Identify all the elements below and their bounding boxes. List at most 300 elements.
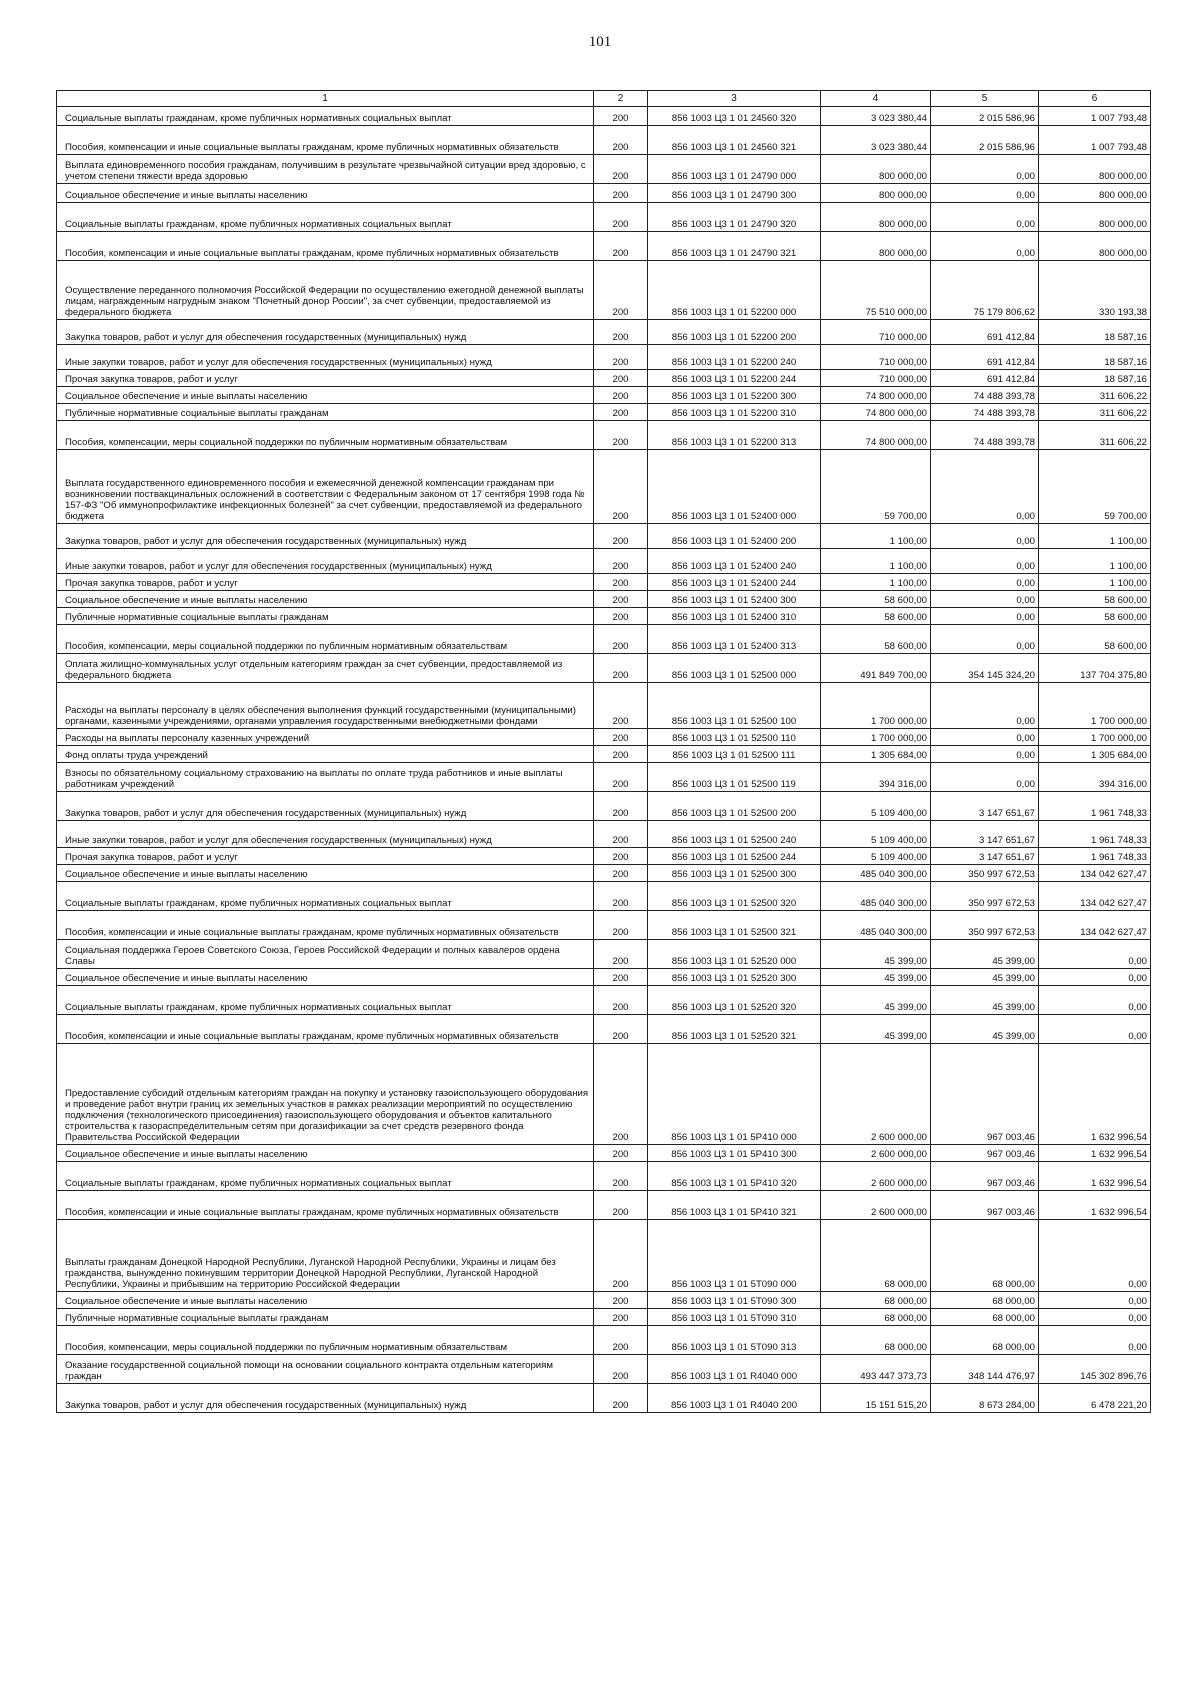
row-line-code: 200 <box>594 549 648 574</box>
row-line-code: 200 <box>594 107 648 126</box>
row-executed-amount: 0,00 <box>931 232 1039 261</box>
row-unexecuted-amount: 1 632 996,54 <box>1039 1191 1151 1220</box>
row-executed-amount: 0,00 <box>931 591 1039 608</box>
row-line-code: 200 <box>594 126 648 155</box>
table-row <box>57 1292 1151 1309</box>
row-unexecuted-amount: 0,00 <box>1039 1015 1151 1044</box>
table-row <box>57 370 1151 387</box>
row-budget-code: 856 1003 Ц3 1 01 52500 111 <box>648 746 821 763</box>
row-line-code: 200 <box>594 763 648 792</box>
row-approved-amount: 45 399,00 <box>821 986 931 1015</box>
row-line-code: 200 <box>594 387 648 404</box>
row-unexecuted-amount: 134 042 627,47 <box>1039 911 1151 940</box>
row-approved-amount: 5 109 400,00 <box>821 792 931 821</box>
row-executed-amount: 3 147 651,67 <box>931 848 1039 865</box>
table-row <box>57 746 1151 763</box>
row-budget-code: 856 1003 Ц3 1 01 5T090 000 <box>648 1220 821 1292</box>
row-approved-amount: 485 040 300,00 <box>821 882 931 911</box>
table-row <box>57 683 1151 729</box>
table-row <box>57 524 1151 549</box>
row-budget-code: 856 1003 Ц3 1 01 52520 321 <box>648 1015 821 1044</box>
row-line-code: 200 <box>594 370 648 387</box>
row-name: Прочая закупка товаров, работ и услуг <box>57 574 594 591</box>
column-header-6: 6 <box>1039 91 1151 107</box>
row-approved-amount: 800 000,00 <box>821 232 931 261</box>
row-name: Пособия, компенсации и иные социальные выплаты гражданам, кроме публичных нормативных обязательств <box>57 126 594 155</box>
table-row <box>57 1145 1151 1162</box>
table-row <box>57 1355 1151 1384</box>
row-unexecuted-amount: 58 600,00 <box>1039 591 1151 608</box>
row-line-code: 200 <box>594 625 648 654</box>
row-approved-amount: 45 399,00 <box>821 969 931 986</box>
row-unexecuted-amount: 1 700 000,00 <box>1039 683 1151 729</box>
row-name: Социальные выплаты гражданам, кроме публичных нормативных социальных выплат <box>57 1162 594 1191</box>
row-budget-code: 856 1003 Ц3 1 01 52500 244 <box>648 848 821 865</box>
row-approved-amount: 45 399,00 <box>821 1015 931 1044</box>
row-line-code: 200 <box>594 1220 648 1292</box>
row-line-code: 200 <box>594 654 648 683</box>
row-line-code: 200 <box>594 792 648 821</box>
table-row <box>57 608 1151 625</box>
row-name: Социальные выплаты гражданам, кроме публичных нормативных социальных выплат <box>57 882 594 911</box>
row-approved-amount: 800 000,00 <box>821 155 931 184</box>
row-unexecuted-amount: 311 606,22 <box>1039 421 1151 450</box>
row-budget-code: 856 1003 Ц3 1 01 52200 313 <box>648 421 821 450</box>
row-name: Пособия, компенсации, меры социальной поддержки по публичным нормативным обязательствам <box>57 421 594 450</box>
table-row <box>57 1384 1151 1413</box>
row-unexecuted-amount: 18 587,16 <box>1039 320 1151 345</box>
row-name: Пособия, компенсации и иные социальные выплаты гражданам, кроме публичных нормативных обязательств <box>57 1191 594 1220</box>
row-unexecuted-amount: 1 700 000,00 <box>1039 729 1151 746</box>
row-approved-amount: 1 700 000,00 <box>821 729 931 746</box>
row-unexecuted-amount: 1 632 996,54 <box>1039 1145 1151 1162</box>
row-approved-amount: 59 700,00 <box>821 450 931 524</box>
row-name: Социальное обеспечение и иные выплаты населению <box>57 865 594 882</box>
row-unexecuted-amount: 800 000,00 <box>1039 232 1151 261</box>
row-unexecuted-amount: 134 042 627,47 <box>1039 865 1151 882</box>
row-executed-amount: 2 015 586,96 <box>931 126 1039 155</box>
row-executed-amount: 75 179 806,62 <box>931 261 1039 320</box>
row-executed-amount: 0,00 <box>931 549 1039 574</box>
row-unexecuted-amount: 1 632 996,54 <box>1039 1162 1151 1191</box>
row-budget-code: 856 1003 Ц3 1 01 5P410 300 <box>648 1145 821 1162</box>
row-executed-amount: 45 399,00 <box>931 940 1039 969</box>
row-unexecuted-amount: 1 961 748,33 <box>1039 848 1151 865</box>
row-executed-amount: 350 997 672,53 <box>931 911 1039 940</box>
row-executed-amount: 0,00 <box>931 729 1039 746</box>
row-approved-amount: 5 109 400,00 <box>821 848 931 865</box>
row-budget-code: 856 1003 Ц3 1 01 52400 240 <box>648 549 821 574</box>
row-approved-amount: 1 100,00 <box>821 524 931 549</box>
row-budget-code: 856 1003 Ц3 1 01 52400 313 <box>648 625 821 654</box>
row-line-code: 200 <box>594 261 648 320</box>
table-row <box>57 107 1151 126</box>
row-budget-code: 856 1003 Ц3 1 01 52500 110 <box>648 729 821 746</box>
row-executed-amount: 350 997 672,53 <box>931 865 1039 882</box>
row-unexecuted-amount: 0,00 <box>1039 1292 1151 1309</box>
row-executed-amount: 350 997 672,53 <box>931 882 1039 911</box>
row-line-code: 200 <box>594 421 648 450</box>
row-name: Публичные нормативные социальные выплаты гражданам <box>57 404 594 421</box>
row-line-code: 200 <box>594 1309 648 1326</box>
row-budget-code: 856 1003 Ц3 1 01 52200 000 <box>648 261 821 320</box>
row-name: Иные закупки товаров, работ и услуг для обеспечения государственных (муниципальных) нужд <box>57 549 594 574</box>
row-name: Пособия, компенсации, меры социальной поддержки по публичным нормативным обязательствам <box>57 1326 594 1355</box>
row-unexecuted-amount: 0,00 <box>1039 1326 1151 1355</box>
row-budget-code: 856 1003 Ц3 1 01 24790 300 <box>648 184 821 203</box>
row-executed-amount: 68 000,00 <box>931 1309 1039 1326</box>
table-row <box>57 184 1151 203</box>
row-approved-amount: 74 800 000,00 <box>821 387 931 404</box>
table-row <box>57 792 1151 821</box>
table-row <box>57 320 1151 345</box>
row-budget-code: 856 1003 Ц3 1 01 5P410 320 <box>648 1162 821 1191</box>
row-line-code: 200 <box>594 1384 648 1413</box>
column-header-5: 5 <box>931 91 1039 107</box>
row-approved-amount: 58 600,00 <box>821 608 931 625</box>
row-line-code: 200 <box>594 1191 648 1220</box>
budget-execution-table <box>56 90 1151 1413</box>
row-approved-amount: 1 305 684,00 <box>821 746 931 763</box>
row-executed-amount: 967 003,46 <box>931 1145 1039 1162</box>
table-body <box>57 107 1151 1413</box>
row-name: Социальное обеспечение и иные выплаты населению <box>57 387 594 404</box>
row-line-code: 200 <box>594 203 648 232</box>
row-name: Пособия, компенсации и иные социальные выплаты гражданам, кроме публичных нормативных обязательств <box>57 1015 594 1044</box>
table-row <box>57 848 1151 865</box>
row-approved-amount: 394 316,00 <box>821 763 931 792</box>
column-number-row <box>57 91 1151 107</box>
row-name: Закупка товаров, работ и услуг для обеспечения государственных (муниципальных) нужд <box>57 320 594 345</box>
row-executed-amount: 967 003,46 <box>931 1191 1039 1220</box>
row-name: Социальное обеспечение и иные выплаты населению <box>57 969 594 986</box>
row-unexecuted-amount: 6 478 221,20 <box>1039 1384 1151 1413</box>
row-line-code: 200 <box>594 821 648 848</box>
row-line-code: 200 <box>594 524 648 549</box>
row-budget-code: 856 1003 Ц3 1 01 R4040 200 <box>648 1384 821 1413</box>
row-unexecuted-amount: 1 100,00 <box>1039 549 1151 574</box>
row-approved-amount: 493 447 373,73 <box>821 1355 931 1384</box>
row-line-code: 200 <box>594 184 648 203</box>
row-budget-code: 856 1003 Ц3 1 01 52400 244 <box>648 574 821 591</box>
row-executed-amount: 3 147 651,67 <box>931 792 1039 821</box>
row-name: Социальное обеспечение и иные выплаты населению <box>57 1145 594 1162</box>
row-line-code: 200 <box>594 404 648 421</box>
row-approved-amount: 710 000,00 <box>821 320 931 345</box>
row-name: Предоставление субсидий отдельным категориям граждан на покупку и установку газоиспользующего оборудования и проведение работ внутри границ их земельных участков в рамках реализации мероприятий по осуществлению подключения (технологического присоединения) газоиспользующего оборудования и объектов капитального строительства к газораспределительным сетям при догазификации за счет средств резервного фонда Правительства Российской Федерации <box>57 1044 594 1145</box>
row-unexecuted-amount: 311 606,22 <box>1039 404 1151 421</box>
table-row <box>57 940 1151 969</box>
row-approved-amount: 710 000,00 <box>821 345 931 370</box>
table-row <box>57 261 1151 320</box>
row-unexecuted-amount: 18 587,16 <box>1039 345 1151 370</box>
row-budget-code: 856 1003 Ц3 1 01 52500 200 <box>648 792 821 821</box>
row-unexecuted-amount: 137 704 375,80 <box>1039 654 1151 683</box>
row-approved-amount: 2 600 000,00 <box>821 1145 931 1162</box>
row-name: Пособия, компенсации, меры социальной поддержки по публичным нормативным обязательствам <box>57 625 594 654</box>
row-executed-amount: 0,00 <box>931 608 1039 625</box>
row-budget-code: 856 1003 Ц3 1 01 52400 000 <box>648 450 821 524</box>
row-budget-code: 856 1003 Ц3 1 01 24790 000 <box>648 155 821 184</box>
row-budget-code: 856 1003 Ц3 1 01 52500 320 <box>648 882 821 911</box>
row-approved-amount: 58 600,00 <box>821 591 931 608</box>
row-approved-amount: 2 600 000,00 <box>821 1044 931 1145</box>
row-name: Выплата государственного единовременного пособия и ежемесячной денежной компенсации гражданам при возникновении поствакцинальных осложнений в соответствии с Федеральным законом от 17 сентября 1998 года № 157-ФЗ "Об иммунопрофилактике инфекционных болезней" за счет субвенции, предоставляемой из федерального бюджета <box>57 450 594 524</box>
row-line-code: 200 <box>594 320 648 345</box>
row-executed-amount: 967 003,46 <box>931 1162 1039 1191</box>
table-row <box>57 911 1151 940</box>
table-row <box>57 865 1151 882</box>
row-unexecuted-amount: 1 100,00 <box>1039 574 1151 591</box>
row-name: Социальные выплаты гражданам, кроме публичных нормативных социальных выплат <box>57 986 594 1015</box>
row-line-code: 200 <box>594 574 648 591</box>
table-row <box>57 625 1151 654</box>
row-budget-code: 856 1003 Ц3 1 01 5P410 321 <box>648 1191 821 1220</box>
table-row <box>57 450 1151 524</box>
row-unexecuted-amount: 134 042 627,47 <box>1039 882 1151 911</box>
row-line-code: 200 <box>594 882 648 911</box>
row-unexecuted-amount: 0,00 <box>1039 969 1151 986</box>
table-row <box>57 155 1151 184</box>
row-executed-amount: 691 412,84 <box>931 320 1039 345</box>
row-line-code: 200 <box>594 683 648 729</box>
row-executed-amount: 0,00 <box>931 746 1039 763</box>
row-budget-code: 856 1003 Ц3 1 01 52200 300 <box>648 387 821 404</box>
row-unexecuted-amount: 1 007 793,48 <box>1039 126 1151 155</box>
row-unexecuted-amount: 58 600,00 <box>1039 625 1151 654</box>
row-line-code: 200 <box>594 1015 648 1044</box>
column-header-4: 4 <box>821 91 931 107</box>
row-unexecuted-amount: 800 000,00 <box>1039 184 1151 203</box>
row-budget-code: 856 1003 Ц3 1 01 52400 300 <box>648 591 821 608</box>
row-approved-amount: 45 399,00 <box>821 940 931 969</box>
table-row <box>57 203 1151 232</box>
table-row <box>57 345 1151 370</box>
row-approved-amount: 3 023 380,44 <box>821 126 931 155</box>
row-line-code: 200 <box>594 940 648 969</box>
row-executed-amount: 45 399,00 <box>931 986 1039 1015</box>
row-budget-code: 856 1003 Ц3 1 01 52500 100 <box>648 683 821 729</box>
row-executed-amount: 68 000,00 <box>931 1326 1039 1355</box>
row-name: Фонд оплаты труда учреждений <box>57 746 594 763</box>
row-line-code: 200 <box>594 1355 648 1384</box>
row-approved-amount: 68 000,00 <box>821 1309 931 1326</box>
row-unexecuted-amount: 0,00 <box>1039 1309 1151 1326</box>
row-budget-code: 856 1003 Ц3 1 01 52500 300 <box>648 865 821 882</box>
row-approved-amount: 68 000,00 <box>821 1220 931 1292</box>
budget-execution-table-container <box>56 90 1150 1413</box>
row-executed-amount: 348 144 476,97 <box>931 1355 1039 1384</box>
row-name: Социальное обеспечение и иные выплаты населению <box>57 591 594 608</box>
row-unexecuted-amount: 800 000,00 <box>1039 155 1151 184</box>
row-approved-amount: 485 040 300,00 <box>821 911 931 940</box>
row-approved-amount: 58 600,00 <box>821 625 931 654</box>
row-budget-code: 856 1003 Ц3 1 01 52520 320 <box>648 986 821 1015</box>
row-line-code: 200 <box>594 608 648 625</box>
row-approved-amount: 2 600 000,00 <box>821 1162 931 1191</box>
table-row <box>57 763 1151 792</box>
row-executed-amount: 0,00 <box>931 184 1039 203</box>
row-line-code: 200 <box>594 232 648 261</box>
row-executed-amount: 3 147 651,67 <box>931 821 1039 848</box>
row-executed-amount: 68 000,00 <box>931 1292 1039 1309</box>
row-executed-amount: 0,00 <box>931 574 1039 591</box>
row-budget-code: 856 1003 Ц3 1 01 52500 119 <box>648 763 821 792</box>
row-executed-amount: 74 488 393,78 <box>931 387 1039 404</box>
row-budget-code: 856 1003 Ц3 1 01 52400 200 <box>648 524 821 549</box>
row-budget-code: 856 1003 Ц3 1 01 52520 300 <box>648 969 821 986</box>
row-budget-code: 856 1003 Ц3 1 01 52500 240 <box>648 821 821 848</box>
table-row <box>57 1220 1151 1292</box>
row-name: Оплата жилищно-коммунальных услуг отдельным категориям граждан за счет субвенции, предоставляемой из федерального бюджета <box>57 654 594 683</box>
row-name: Социальные выплаты гражданам, кроме публичных нормативных социальных выплат <box>57 107 594 126</box>
row-unexecuted-amount: 330 193,38 <box>1039 261 1151 320</box>
row-executed-amount: 68 000,00 <box>931 1220 1039 1292</box>
table-row <box>57 1191 1151 1220</box>
row-unexecuted-amount: 1 007 793,48 <box>1039 107 1151 126</box>
row-budget-code: 856 1003 Ц3 1 01 24790 320 <box>648 203 821 232</box>
row-budget-code: 856 1003 Ц3 1 01 5P410 000 <box>648 1044 821 1145</box>
row-unexecuted-amount: 1 632 996,54 <box>1039 1044 1151 1145</box>
table-row <box>57 591 1151 608</box>
row-budget-code: 856 1003 Ц3 1 01 52520 000 <box>648 940 821 969</box>
row-line-code: 200 <box>594 1162 648 1191</box>
row-name: Пособия, компенсации и иные социальные выплаты гражданам, кроме публичных нормативных обязательств <box>57 911 594 940</box>
row-name: Социальное обеспечение и иные выплаты населению <box>57 1292 594 1309</box>
row-unexecuted-amount: 0,00 <box>1039 1220 1151 1292</box>
table-row <box>57 232 1151 261</box>
row-budget-code: 856 1003 Ц3 1 01 24560 321 <box>648 126 821 155</box>
row-budget-code: 856 1003 Ц3 1 01 52500 000 <box>648 654 821 683</box>
row-name: Расходы на выплаты персоналу казенных учреждений <box>57 729 594 746</box>
row-line-code: 200 <box>594 746 648 763</box>
row-approved-amount: 710 000,00 <box>821 370 931 387</box>
row-executed-amount: 0,00 <box>931 683 1039 729</box>
table-row <box>57 654 1151 683</box>
table-row <box>57 821 1151 848</box>
row-approved-amount: 68 000,00 <box>821 1292 931 1309</box>
table-row <box>57 969 1151 986</box>
row-executed-amount: 0,00 <box>931 203 1039 232</box>
row-line-code: 200 <box>594 911 648 940</box>
row-approved-amount: 75 510 000,00 <box>821 261 931 320</box>
column-header-2: 2 <box>594 91 648 107</box>
row-budget-code: 856 1003 Ц3 1 01 52400 310 <box>648 608 821 625</box>
row-name: Осуществление переданного полномочия Российской Федерации по осуществлению ежегодной денежной выплаты лицам, награжденным нагрудным знаком "Почетный донор России", за счет субвенции, предоставляемой из федерального бюджета <box>57 261 594 320</box>
row-line-code: 200 <box>594 729 648 746</box>
row-executed-amount: 45 399,00 <box>931 1015 1039 1044</box>
row-executed-amount: 0,00 <box>931 763 1039 792</box>
table-row <box>57 1309 1151 1326</box>
row-line-code: 200 <box>594 591 648 608</box>
row-name: Закупка товаров, работ и услуг для обеспечения государственных (муниципальных) нужд <box>57 524 594 549</box>
row-approved-amount: 1 700 000,00 <box>821 683 931 729</box>
row-line-code: 200 <box>594 155 648 184</box>
row-unexecuted-amount: 1 305 684,00 <box>1039 746 1151 763</box>
row-name: Публичные нормативные социальные выплаты гражданам <box>57 1309 594 1326</box>
row-name: Прочая закупка товаров, работ и услуг <box>57 848 594 865</box>
row-budget-code: 856 1003 Ц3 1 01 52200 310 <box>648 404 821 421</box>
row-unexecuted-amount: 800 000,00 <box>1039 203 1151 232</box>
table-row <box>57 126 1151 155</box>
table-row <box>57 1015 1151 1044</box>
row-name: Прочая закупка товаров, работ и услуг <box>57 370 594 387</box>
row-executed-amount: 691 412,84 <box>931 370 1039 387</box>
row-unexecuted-amount: 145 302 896,76 <box>1039 1355 1151 1384</box>
table-row <box>57 574 1151 591</box>
row-approved-amount: 5 109 400,00 <box>821 821 931 848</box>
row-line-code: 200 <box>594 986 648 1015</box>
row-approved-amount: 3 023 380,44 <box>821 107 931 126</box>
row-approved-amount: 74 800 000,00 <box>821 404 931 421</box>
row-name: Выплата единовременного пособия гражданам, получившим в результате чрезвычайной ситуации вред здоровью, с учетом степени тяжести вреда здоровью <box>57 155 594 184</box>
row-approved-amount: 74 800 000,00 <box>821 421 931 450</box>
row-name: Выплаты гражданам Донецкой Народной Республики, Луганской Народной Республики, Украины и лицам без гражданства, вынужденно покинувшим территории Донецкой Народной Республики, Луганской Народной Республики, Украины и прибывшим на территорию Российской Федерации <box>57 1220 594 1292</box>
row-name: Закупка товаров, работ и услуг для обеспечения государственных (муниципальных) нужд <box>57 792 594 821</box>
row-unexecuted-amount: 59 700,00 <box>1039 450 1151 524</box>
row-unexecuted-amount: 58 600,00 <box>1039 608 1151 625</box>
row-line-code: 200 <box>594 1326 648 1355</box>
row-line-code: 200 <box>594 848 648 865</box>
row-approved-amount: 491 849 700,00 <box>821 654 931 683</box>
row-name: Расходы на выплаты персоналу в целях обеспечения выполнения функций государственными (муниципальными) органами, казенными учреждениями, органами управления государственными внебюджетными фондами <box>57 683 594 729</box>
table-row <box>57 986 1151 1015</box>
row-budget-code: 856 1003 Ц3 1 01 52200 244 <box>648 370 821 387</box>
row-line-code: 200 <box>594 865 648 882</box>
table-row <box>57 1044 1151 1145</box>
row-executed-amount: 0,00 <box>931 450 1039 524</box>
row-budget-code: 856 1003 Ц3 1 01 R4040 000 <box>648 1355 821 1384</box>
row-unexecuted-amount: 1 100,00 <box>1039 524 1151 549</box>
row-approved-amount: 68 000,00 <box>821 1326 931 1355</box>
row-budget-code: 856 1003 Ц3 1 01 52200 240 <box>648 345 821 370</box>
row-unexecuted-amount: 311 606,22 <box>1039 387 1151 404</box>
row-unexecuted-amount: 1 961 748,33 <box>1039 792 1151 821</box>
row-name: Иные закупки товаров, работ и услуг для обеспечения государственных (муниципальных) нужд <box>57 821 594 848</box>
row-name: Пособия, компенсации и иные социальные выплаты гражданам, кроме публичных нормативных обязательств <box>57 232 594 261</box>
row-executed-amount: 0,00 <box>931 625 1039 654</box>
row-executed-amount: 8 673 284,00 <box>931 1384 1039 1413</box>
row-name: Публичные нормативные социальные выплаты гражданам <box>57 608 594 625</box>
table-row <box>57 1162 1151 1191</box>
row-line-code: 200 <box>594 1044 648 1145</box>
row-line-code: 200 <box>594 969 648 986</box>
row-executed-amount: 45 399,00 <box>931 969 1039 986</box>
row-budget-code: 856 1003 Ц3 1 01 24560 320 <box>648 107 821 126</box>
row-budget-code: 856 1003 Ц3 1 01 52500 321 <box>648 911 821 940</box>
row-budget-code: 856 1003 Ц3 1 01 5T090 313 <box>648 1326 821 1355</box>
row-name: Социальное обеспечение и иные выплаты населению <box>57 184 594 203</box>
table-row <box>57 882 1151 911</box>
table-row <box>57 729 1151 746</box>
row-name: Оказание государственной социальной помощи на основании социального контракта отдельным категориям граждан <box>57 1355 594 1384</box>
row-unexecuted-amount: 1 961 748,33 <box>1039 821 1151 848</box>
row-name: Иные закупки товаров, работ и услуг для обеспечения государственных (муниципальных) нужд <box>57 345 594 370</box>
row-budget-code: 856 1003 Ц3 1 01 5T090 310 <box>648 1309 821 1326</box>
row-approved-amount: 800 000,00 <box>821 184 931 203</box>
row-unexecuted-amount: 0,00 <box>1039 940 1151 969</box>
row-name: Социальная поддержка Героев Советского Союза, Героев Российской Федерации и полных кавалеров ордена Славы <box>57 940 594 969</box>
row-executed-amount: 2 015 586,96 <box>931 107 1039 126</box>
row-approved-amount: 2 600 000,00 <box>821 1191 931 1220</box>
row-approved-amount: 1 100,00 <box>821 549 931 574</box>
row-unexecuted-amount: 394 316,00 <box>1039 763 1151 792</box>
row-budget-code: 856 1003 Ц3 1 01 5T090 300 <box>648 1292 821 1309</box>
row-name: Закупка товаров, работ и услуг для обеспечения государственных (муниципальных) нужд <box>57 1384 594 1413</box>
page-number: 101 <box>588 34 612 50</box>
row-executed-amount: 74 488 393,78 <box>931 404 1039 421</box>
row-approved-amount: 485 040 300,00 <box>821 865 931 882</box>
